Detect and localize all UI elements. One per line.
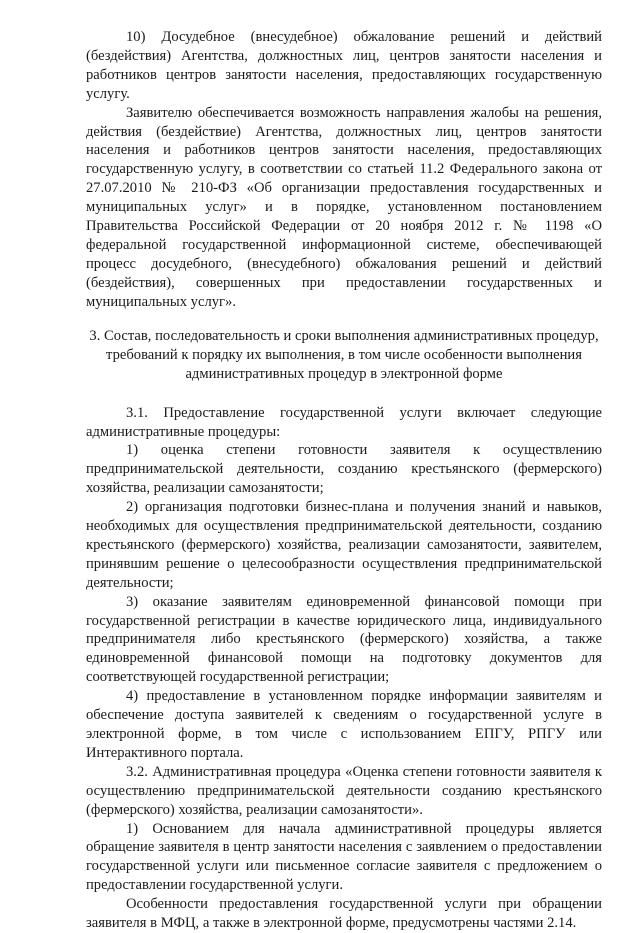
list-item-2: 2) организация подготовки бизнес-плана и получения знаний и навыков, необходимых для осуществления предпринимательской деятельности, созданию крестьянского (фермерского) хозяйства, реализации самозанятости, заявителем, принявшим решение о целесообразности осуществления предпринимательской деятельности; [86, 499, 602, 591]
paragraph-complaint-right: Заявителю обеспечивается возможность направления жалобы на решения, действия (бездействие) Агентства, должностных лиц, центров занятости населения и работников центров занятости населения, предоставляющих государственную услугу, в соответствии со статьей 11.2 Федерального закона от 27.07.2010 № 210-ФЗ «Об организации предоставления государственных и муниципальных услуг» и в порядке, установленном постановлением Правительства Российской Федерации от 20 ноября 2012 г. № 1198 «О федеральной государственной информационной системе, обеспечивающей процесс досудебного, (внесудебного) обжалования решений и действий (бездействия), совершенных при предоставлении государственных и муниципальных услуг». [86, 104, 602, 310]
paragraph-3-2-item-1: 1) Основанием для начала административной процедуры является обращение заявителя в центр занятости населения с заявлением о предоставлении государственной услуги или письменное согласие заявителя с предложением о предоставлении государственной услуги. [86, 820, 602, 894]
list-item-1: 1) оценка степени готовности заявителя к осуществлению предпринимательской деятельности, созданию крестьянского (фермерского) хозяйства, реализации самозанятости; [86, 442, 602, 497]
list-item-3: 3) оказание заявителям единовременной финансовой помощи при государственной регистрации в качестве юридического лица, индивидуального предпринимателя либо крестьянского (фермерского) хозяйства, а также единовременной финансовой помощи на подготовку документов для соответствующей государственной регистрации; [86, 593, 602, 686]
paragraph-3-1: 3.1. Предоставление государственной услуги включает следующие административные процедуры: [86, 404, 602, 440]
paragraph-mfc-features: Особенности предоставления государственной услуги при обращении заявителя в МФЦ, а также в электронной форме, предусмотрены частями 2.14. [86, 896, 602, 932]
list-item-4: 4) предоставление в установленном порядке информации заявителям и обеспечение доступа заявителей к сведениям о государственной услуге в электронной форме, в том числе с использованием ЕПГУ, РПГУ или Интерактивного портала. [86, 688, 602, 761]
paragraph-3-2: 3.2. Административная процедура «Оценка степени готовности заявителя к осуществлению предпринимательской деятельности созданию крестьянского (фермерского) хозяйства, реализации самозанятости». [86, 763, 602, 818]
document-page [86, 28, 602, 933]
section-body [86, 404, 602, 933]
section-heading: 3. Состав, последовательность и сроки выполнения административных процедур, требований к порядку их выполнения, в том числе особенности выполнения административных процедур в электронной форме [89, 327, 599, 382]
paragraph-pre-trial-appeal: 10) Досудебное (внесудебное) обжалование решений и действий (бездействия) Агентства, должностных лиц, центров занятости населения и работников центров занятости населения, предоставляющих государственную услугу. [86, 29, 602, 102]
